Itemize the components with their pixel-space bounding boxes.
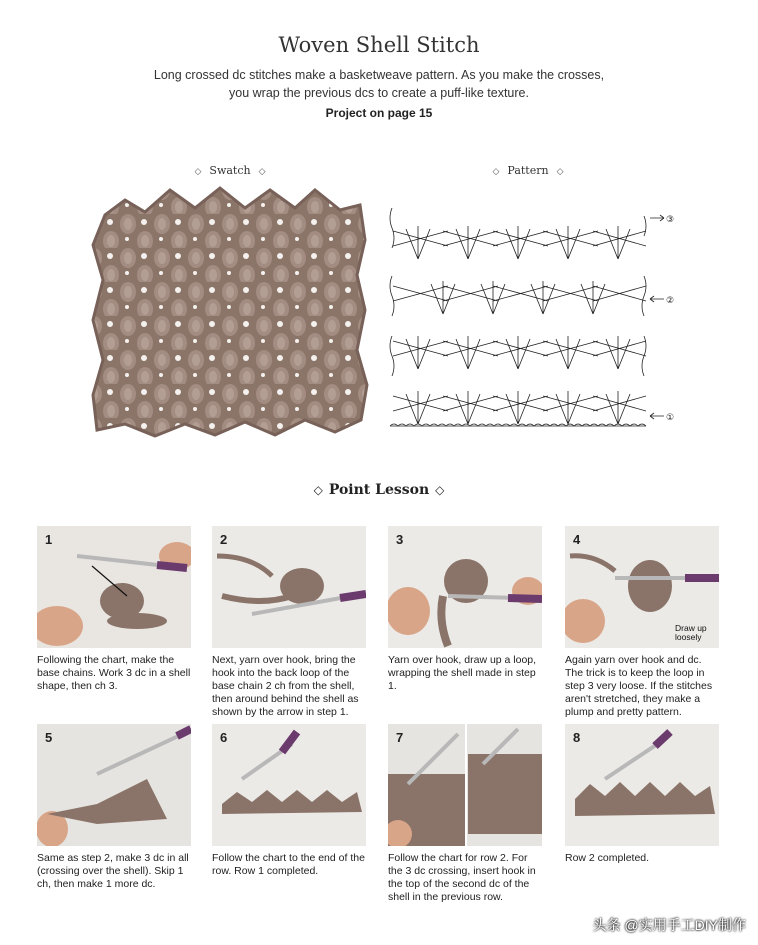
step-number: 4 xyxy=(573,532,581,547)
step-2 xyxy=(212,526,366,719)
step-photo xyxy=(37,526,191,648)
step-caption: Follow the chart to the end of the row. Row 1 completed. xyxy=(212,852,365,877)
pattern-label: ◇ Pattern ◇ xyxy=(492,164,564,177)
diamond-icon: ◇ xyxy=(492,167,500,177)
step-caption: Yarn over hook, draw up a loop, wrapping the shell made in step 1. xyxy=(388,654,537,692)
step-photo xyxy=(565,526,719,648)
step-number: 5 xyxy=(45,730,53,745)
step-caption: Same as step 2, make 3 dc in all (crossing over the shell). Skip 1 ch, then make 1 more dc. xyxy=(37,852,189,890)
row-marker-2: ② xyxy=(666,296,675,306)
step-4 xyxy=(565,526,719,719)
step-annotation: Draw up loosely xyxy=(675,623,707,642)
diamond-icon: ◇ xyxy=(258,167,266,177)
step-photo xyxy=(565,724,719,846)
subtitle xyxy=(0,66,758,102)
step-caption: Row 2 completed. xyxy=(565,852,650,864)
subtitle-line-1: Long crossed dc stitches make a basketweave pattern. As you make the crosses, xyxy=(153,68,605,82)
step-photo xyxy=(388,526,542,648)
step-8 xyxy=(565,724,719,865)
diamond-icon: ◇ xyxy=(435,483,445,497)
stitch-chart xyxy=(388,196,683,436)
swatch-photo xyxy=(85,180,370,440)
step-photo xyxy=(37,724,191,846)
step-photo xyxy=(388,724,542,846)
step-number: 3 xyxy=(396,532,404,547)
step-caption: Next, yarn over hook, bring the hook into the back loop of the base chain 2 ch from the shell, then around behind the shell as shown by the arrow in step 1. xyxy=(212,654,359,718)
swatch-label: ◇ Swatch ◇ xyxy=(194,164,266,177)
subtitle-line-2: you wrap the previous dcs to create a puff-like texture. xyxy=(229,86,529,100)
step-6 xyxy=(212,724,366,878)
step-number: 6 xyxy=(220,730,228,745)
step-number: 8 xyxy=(573,730,581,745)
step-caption: Again yarn over hook and dc. The trick is to keep the loop in step 3 very loose. If the stitches aren't stretched, they make a plump and pretty pattern. xyxy=(565,654,713,718)
step-3 xyxy=(388,526,542,693)
diamond-icon: ◇ xyxy=(313,483,323,497)
diamond-icon: ◇ xyxy=(556,167,564,177)
lesson-heading: ◇ Point Lesson ◇ xyxy=(313,482,445,498)
row-marker-1: ① xyxy=(666,413,675,423)
step-photo xyxy=(212,526,366,648)
step-caption: Following the chart, make the base chains. Work 3 dc in a shell shape, then ch 3. xyxy=(37,654,191,692)
step-number: 2 xyxy=(220,532,228,547)
step-photo xyxy=(212,724,366,846)
diamond-icon: ◇ xyxy=(194,167,202,177)
step-caption: Follow the chart for row 2. For the 3 dc crossing, insert hook in the top of the second dc of the shell in the previous row. xyxy=(388,852,536,903)
step-7 xyxy=(388,724,542,904)
watermark: 头条 @实用手工DIY制作 xyxy=(592,917,746,933)
row-marker-3: ③ xyxy=(666,215,675,225)
step-5 xyxy=(37,724,191,891)
project-reference: Project on page 15 xyxy=(325,106,433,120)
page-title: Woven Shell Stitch xyxy=(278,33,480,57)
step-number: 1 xyxy=(45,532,53,547)
step-number: 7 xyxy=(396,730,404,745)
step-1 xyxy=(37,526,191,693)
